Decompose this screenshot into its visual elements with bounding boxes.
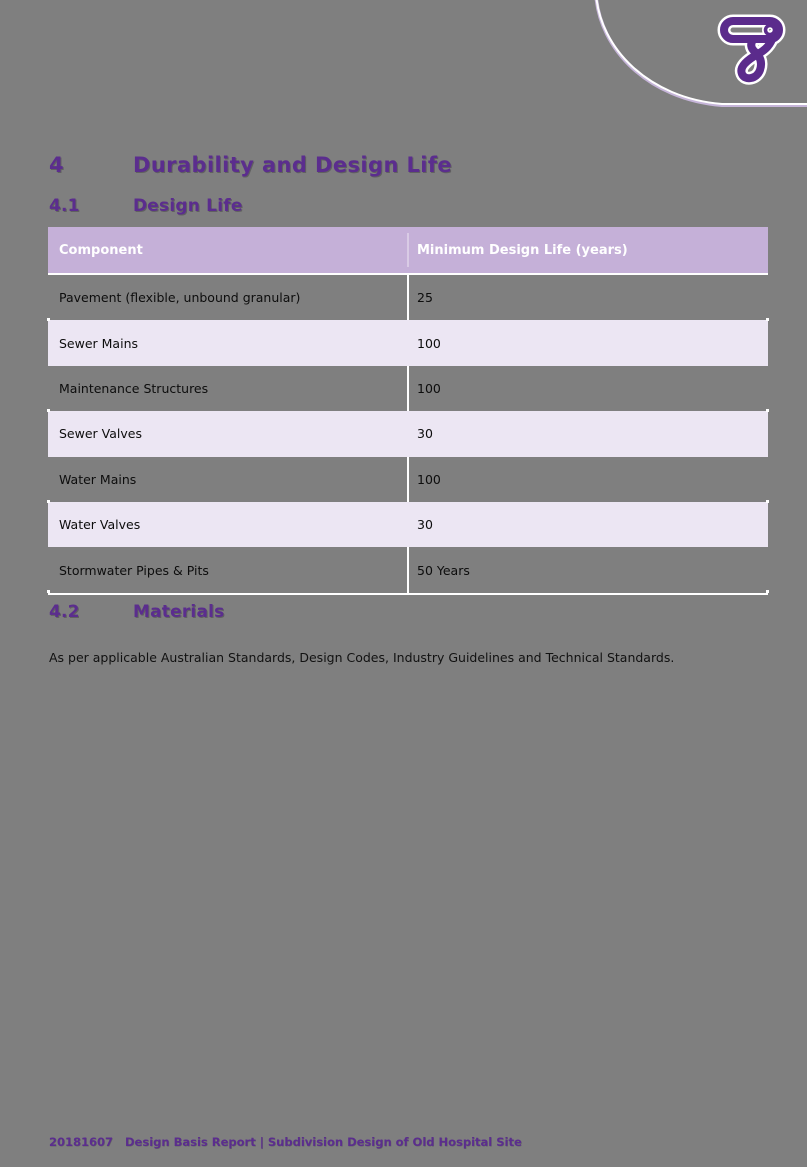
- table-row: [48, 366, 768, 411]
- value-cell: 100: [417, 335, 441, 351]
- section-number: 4.1: [49, 196, 80, 216]
- table-header-row: [48, 227, 768, 275]
- value-cell: 30: [417, 517, 433, 533]
- table-row: [48, 320, 768, 365]
- table-row: [48, 502, 768, 547]
- component-cell: Maintenance Structures: [59, 380, 209, 396]
- table-row: [48, 275, 768, 320]
- table-row: [48, 547, 768, 592]
- page-footer: [49, 1135, 522, 1149]
- corner-arc-line: [0, 0, 807, 115]
- border-dot: [47, 590, 50, 593]
- component-cell: Water Valves: [59, 517, 141, 533]
- column-header-design-life: Minimum Design Life (years): [417, 242, 628, 258]
- border-dot: [766, 590, 769, 593]
- section-4-2-heading: [49, 602, 224, 622]
- border-dot: [766, 318, 769, 321]
- border-dot: [766, 409, 769, 412]
- value-cell: 100: [417, 471, 441, 487]
- column-header-component: Component: [59, 242, 143, 258]
- border-dot: [766, 500, 769, 503]
- materials-paragraph: As per applicable Australian Standards, Design Codes, Industry Guidelines and Technical Standards.: [49, 649, 675, 665]
- company-logo: [695, 5, 795, 90]
- section-4-heading: [49, 153, 452, 177]
- component-cell: Pavement (flexible, unbound granular): [59, 290, 301, 306]
- table-row: [48, 457, 768, 502]
- component-cell: Stormwater Pipes & Pits: [59, 562, 209, 578]
- design-life-table: [48, 227, 768, 595]
- footer-doc-title: Design Basis Report | Subdivision Design of Old Hospital Site: [125, 1135, 522, 1149]
- value-cell: 100: [417, 380, 441, 396]
- component-cell: Sewer Valves: [59, 426, 142, 442]
- section-title: Durability and Design Life: [133, 153, 453, 177]
- section-number: 4: [49, 153, 65, 177]
- section-title: Design Life: [133, 196, 243, 216]
- section-title: Materials: [133, 602, 225, 622]
- section-4-1-heading: [49, 196, 243, 216]
- table-body: [48, 275, 768, 595]
- table-row: [48, 411, 768, 456]
- component-cell: Water Mains: [59, 471, 137, 487]
- component-cell: Sewer Mains: [59, 335, 139, 351]
- value-cell: 50 Years: [417, 562, 470, 578]
- value-cell: 25: [417, 290, 433, 306]
- footer-doc-number: 20181607: [49, 1135, 114, 1149]
- section-number: 4.2: [49, 602, 80, 622]
- value-cell: 30: [417, 426, 433, 442]
